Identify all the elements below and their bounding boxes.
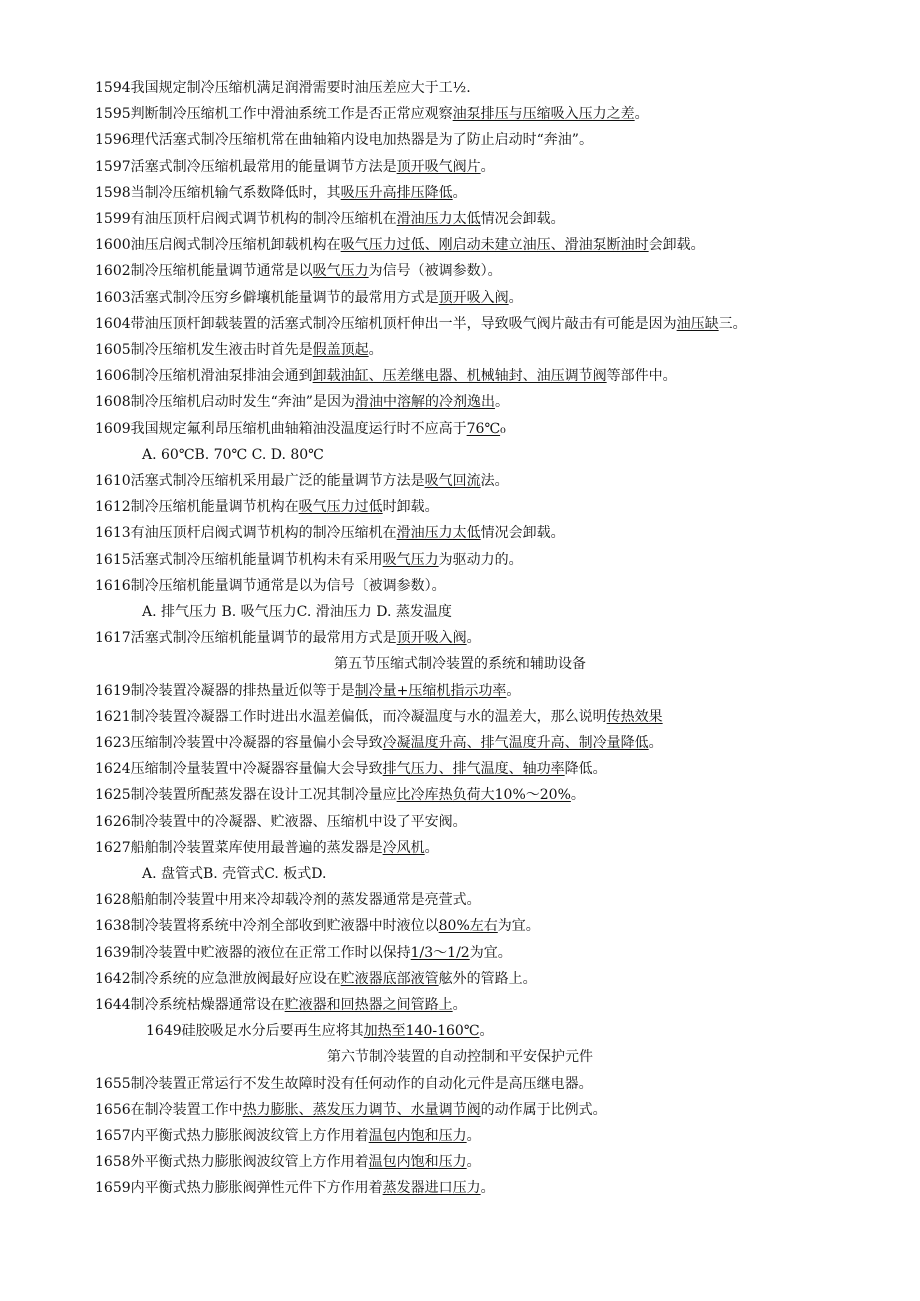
- underlined-answer: 76℃: [466, 420, 501, 437]
- text-line: [95, 971, 537, 987]
- text-segment: 1609我国规定氟利昂压缩机曲轴箱油没温度运行时不应高于: [95, 420, 467, 437]
- underlined-answer: 温包内饱和压力: [368, 1154, 467, 1171]
- underlined-answer: 传热效果: [606, 708, 663, 725]
- text-segment: 。: [570, 787, 585, 804]
- underlined-answer: 吸气压力过低: [298, 499, 383, 516]
- text-segment: 时卸载。: [382, 499, 439, 516]
- text-segment: 为宜。: [469, 944, 512, 961]
- text-segment: 1617活塞式制冷压缩机能量调节的最常用方式是: [95, 630, 397, 647]
- text-segment: 。: [466, 1128, 481, 1144]
- text-line: [95, 394, 509, 410]
- text-line: [146, 1023, 493, 1039]
- underlined-answer: 贮液器底部液管: [340, 970, 439, 987]
- text-segment: 。: [479, 1023, 494, 1040]
- underlined-answer: 顶开吸入阀: [396, 630, 467, 647]
- text-segment: 1658外平衡式热力膨胀阀波纹管上方作用着: [95, 1154, 369, 1171]
- text-line: [142, 604, 452, 620]
- text-segment: 。: [480, 1180, 495, 1197]
- text-segment: 等部件中。: [606, 368, 677, 385]
- text-segment: 。: [452, 997, 467, 1013]
- text-line: [95, 918, 540, 934]
- text-line: [95, 80, 471, 96]
- text-segment: 第六节制冷装置的自动控制和平安保护元件: [327, 1049, 593, 1066]
- text-segment: 1610活塞式制冷压缩机采用最广泛的能量调节方法是: [95, 473, 425, 489]
- text-line: [95, 840, 439, 856]
- underlined-answer: 吸气压力: [312, 263, 369, 280]
- text-line: [95, 342, 383, 358]
- text-segment: 1649硅胶吸足水分后要再生应将其: [146, 1023, 364, 1040]
- text-segment: 三。: [718, 315, 747, 332]
- text-segment: 1605制冷压缩机发生液击时首先是: [95, 342, 313, 358]
- underlined-answer: 假盖顶起: [312, 342, 369, 358]
- text-line: [95, 997, 467, 1013]
- underlined-answer: 顶开吸气阀片: [396, 158, 481, 175]
- text-segment: 1612制冷压缩机能量调节机构在: [95, 499, 299, 516]
- text-line: [95, 290, 523, 306]
- underlined-answer: 油泵排压与压缩吸入压力之差: [452, 106, 635, 123]
- text-segment: 法。: [480, 473, 509, 489]
- text-segment: 1603活塞式制冷压穷乡僻壤机能量调节的最常用方式是: [95, 289, 439, 306]
- underlined-answer: 比冷库热负荷大10%～20%: [396, 787, 571, 804]
- text-segment: 为信号（被调参数）。: [368, 263, 502, 280]
- text-segment: 1642制冷系统的应急泄放阀最好应设在: [95, 970, 341, 987]
- text-line: [95, 735, 663, 751]
- text-segment: 1624压缩制冷量装置中冷凝器容量偏大会导致: [95, 761, 383, 778]
- text-line: [95, 132, 593, 148]
- text-segment: 1628船舶制冷装置中用来冷却载冷剂的蒸发器通常是亮萱式。: [95, 892, 481, 909]
- text-segment: 1655制冷装置正常运行不发生故障时没有任何动作的自动化元件是高压继电器。: [95, 1075, 593, 1092]
- text-line: [142, 866, 327, 882]
- underlined-answer: 滑油压力太低: [396, 211, 481, 227]
- text-segment: 1600油压启阀式制冷压缩机卸载机构在: [95, 237, 341, 254]
- text-line: [95, 159, 495, 175]
- text-segment: 会卸载。: [648, 237, 705, 254]
- text-segment: 。: [648, 735, 663, 751]
- text-segment: 1644制冷系统枯燥器通常设在: [95, 997, 285, 1013]
- text-segment: 1639制冷装置中贮液器的液位在正常工作时以保持: [95, 944, 411, 961]
- text-segment: 。: [480, 158, 495, 175]
- text-segment: 为宜。: [497, 918, 540, 935]
- underlined-answer: 贮液器和回热器之间管路上: [284, 997, 453, 1013]
- text-segment: A. 盘管式B. 壳管式C. 板式D.: [142, 866, 327, 882]
- text-segment: 为驱动力的。: [438, 551, 523, 568]
- text-segment: 1659内平衡式热力膨胀阀弹性元件下方作用着: [95, 1180, 383, 1197]
- text-segment: 1623压缩制冷装置中冷凝器的容量偏小会导致: [95, 735, 383, 751]
- text-segment: 1599有油压顶杆启阀式调节机构的制冷压缩机在: [95, 211, 397, 227]
- text-segment: 1638制冷装置将系统中冷剂全部收到贮液器中时液位以: [95, 918, 439, 935]
- text-segment: 情况会卸载。: [480, 525, 565, 542]
- underlined-answer: 吸气压力: [382, 551, 439, 568]
- text-line: [95, 1128, 481, 1144]
- text-line: [95, 1154, 481, 1170]
- underlined-answer: 滑油压力太低: [396, 525, 481, 542]
- underlined-answer: 蒸发器进口压力: [382, 1180, 481, 1197]
- text-segment: 1627船舶制冷装置菜库使用最普遍的蒸发器是: [95, 839, 383, 856]
- text-line: [95, 683, 520, 699]
- text-line: [95, 499, 439, 515]
- text-line: [95, 630, 481, 646]
- underlined-answer: 吸气压力过低、刚启动未建立油压、滑油泵断油时: [340, 237, 649, 254]
- text-segment: 。: [634, 106, 649, 123]
- underlined-answer: 80%左右: [438, 918, 498, 935]
- text-segment: 1613有油压顶杆启阀式调节机构的制冷压缩机在: [95, 525, 397, 542]
- text-segment: 1621制冷装置冷凝器工作时进出水温差偏低，而冷凝温度与水的温差大，那么说明: [95, 708, 607, 725]
- underlined-answer: 顶开吸入阀: [438, 289, 509, 306]
- text-segment: 1615活塞式制冷压缩机能量调节机构未有采用: [95, 551, 383, 568]
- text-segment: 。: [452, 184, 467, 201]
- text-segment: 。: [466, 1154, 481, 1171]
- text-line: [95, 814, 467, 830]
- text-segment: 。: [466, 630, 481, 647]
- text-segment: 降低。: [564, 761, 607, 778]
- text-line: [95, 316, 747, 332]
- text-line: [95, 1076, 593, 1092]
- underlined-answer: 1/3～1/2: [410, 944, 470, 961]
- text-segment: 的动作属于比例式。: [480, 1101, 607, 1118]
- text-line: [95, 552, 523, 568]
- underlined-answer: 卸载油缸、压差继电器、机械轴封、油压调节阀: [312, 368, 607, 385]
- text-segment: 第五节压缩式制冷装置的系统和辅助设备: [334, 656, 586, 673]
- text-segment: 。: [508, 289, 523, 306]
- text-line: [95, 1180, 495, 1196]
- text-line: [95, 263, 502, 279]
- text-segment: 1604带油压顶杆卸载装置的活塞式制冷压缩机顶杆伸出一半，导致吸气阀片敲击有可能是因为: [95, 315, 677, 332]
- text-line: [95, 787, 585, 803]
- underlined-answer: 吸气回流: [424, 473, 481, 489]
- text-segment: ₀: [500, 420, 506, 437]
- text-segment: 舷外的管路上。: [438, 970, 537, 987]
- text-segment: 1596理代活塞式制冷压缩机常在曲轴箱内设电加热器是为了防止启动时“奔油”。: [95, 132, 593, 149]
- text-segment: 1608制冷压缩机启动时发生“奔油”是因为: [95, 394, 355, 411]
- underlined-answer: 加热至140-160℃: [363, 1023, 480, 1040]
- text-line: [95, 945, 512, 961]
- text-segment: 1594我国规定制冷压缩机满足润滑需要时油压差应大于工½.: [95, 80, 471, 96]
- underlined-answer: 油压缺: [676, 315, 719, 332]
- underlined-answer: 冷凝温度升高、排气温度升高、制冷量降低: [382, 735, 649, 751]
- text-line: [95, 709, 663, 725]
- text-line: [95, 237, 705, 253]
- underlined-answer: 排气压力、排气温度、轴功率: [382, 761, 565, 778]
- text-line: [142, 447, 324, 463]
- text-segment: A. 排气压力 B. 吸气压力C. 滑油压力 D. 蒸发温度: [142, 604, 452, 620]
- text-segment: 1606制冷压缩机滑油泵排油会通到: [95, 368, 313, 385]
- text-line: [95, 761, 607, 777]
- text-segment: 。: [506, 682, 521, 699]
- text-segment: 1657内平衡式热力膨胀阀波纹管上方作用着: [95, 1128, 369, 1144]
- underlined-answer: 温包内饱和压力: [368, 1128, 467, 1144]
- section-heading: [0, 1049, 920, 1065]
- text-segment: 。: [368, 342, 383, 358]
- text-line: [95, 578, 446, 594]
- text-segment: 1616制冷压缩机能量调节通常是以为信号〔被调参数）。: [95, 577, 446, 594]
- text-segment: 1602制冷压缩机能量调节通常是以: [95, 263, 313, 280]
- section-heading: [0, 656, 920, 672]
- text-line: [95, 185, 467, 201]
- text-segment: 。: [494, 394, 509, 411]
- text-segment: A. 60℃B. 70℃ C. D. 80℃: [142, 446, 324, 463]
- text-segment: 1656在制冷装置工作中: [95, 1101, 243, 1118]
- underlined-answer: 制冷量+压缩机指示功率: [354, 682, 507, 699]
- text-line: [95, 368, 677, 384]
- text-segment: 1598当制冷压缩机输气系数降低时，其: [95, 184, 341, 201]
- text-segment: 1597活塞式制冷压缩机最常用的能量调节方法是: [95, 158, 397, 175]
- underlined-answer: 冷风机: [382, 839, 425, 856]
- underlined-answer: 滑油中溶解的冷剂逸出: [354, 394, 495, 411]
- text-line: [95, 473, 509, 489]
- text-segment: 。: [424, 839, 439, 856]
- text-segment: 1626制冷装置中的冷凝器、贮液器、压缩机中设了平安阀。: [95, 813, 467, 830]
- text-line: [95, 892, 481, 908]
- underlined-answer: 热力膨胀、蒸发压力调节、水量调节阀: [242, 1101, 481, 1118]
- text-line: [95, 525, 565, 541]
- text-line: [95, 421, 506, 437]
- text-line: [95, 1102, 607, 1118]
- text-segment: 情况会卸载。: [480, 211, 565, 227]
- text-segment: 1619制冷装置冷凝器的排热量近似等于是: [95, 682, 355, 699]
- text-line: [95, 106, 649, 122]
- underlined-answer: 吸压升高排压降低: [340, 184, 453, 201]
- text-segment: 1625制冷装置所配蒸发器在设计工况其制冷量应: [95, 787, 397, 804]
- text-segment: 1595判断制冷压缩机工作中滑油系统工作是否正常应观察: [95, 106, 453, 123]
- text-line: [95, 211, 565, 227]
